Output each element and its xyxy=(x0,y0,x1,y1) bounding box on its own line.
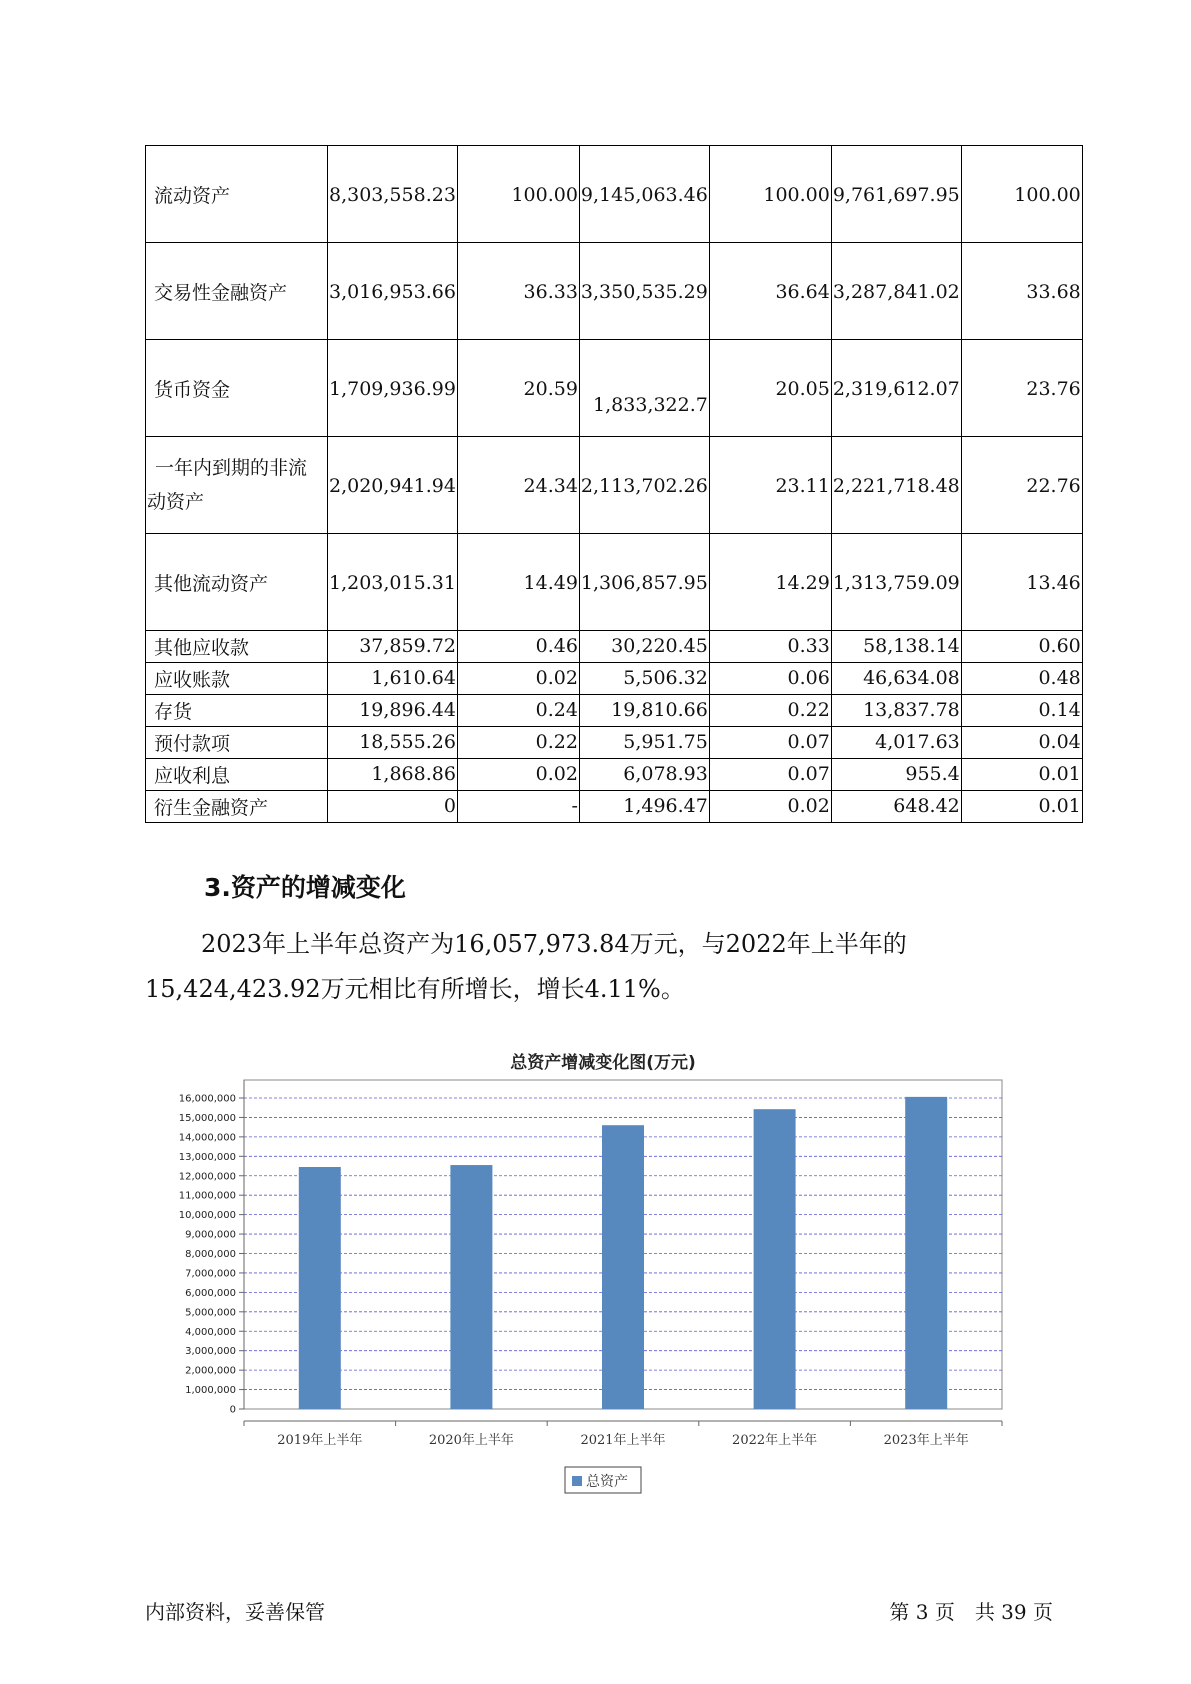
cell-value: 24.34 xyxy=(523,475,578,497)
y-tick-label: 5,000,000 xyxy=(185,1307,236,1319)
y-tick-label: 0 xyxy=(229,1404,236,1416)
x-tick-label: 2020年上半年 xyxy=(428,1433,514,1448)
cell-value: 3,287,841.02 xyxy=(832,281,960,303)
cell-value: 1,306,857.95 xyxy=(580,572,708,594)
cell-value: 14.29 xyxy=(775,572,830,594)
x-axis xyxy=(244,1421,1002,1448)
cell-value: 2,020,941.94 xyxy=(329,475,456,497)
cell-value: 2,113,702.26 xyxy=(580,475,708,497)
y-tick-label: 15,000,000 xyxy=(178,1112,236,1124)
y-tick-label: 2,000,000 xyxy=(185,1365,236,1377)
y-tick-label: 13,000,000 xyxy=(178,1151,236,1163)
row-label: 应收利息 xyxy=(146,759,328,791)
amount-cell: 0 xyxy=(328,791,458,823)
cell-value: 36.33 xyxy=(523,281,578,303)
row-label: 其他应收款 xyxy=(146,631,328,663)
row-label-line2: 动资产 xyxy=(147,491,205,513)
amount-cell: 5,951.75 xyxy=(579,727,709,759)
cell-value: 1,833,322.7 xyxy=(593,394,708,416)
x-tick-label: 2019年上半年 xyxy=(277,1433,363,1448)
cell-value: 3,016,953.66 xyxy=(329,281,456,303)
bar xyxy=(754,1109,796,1409)
y-tick-label: 4,000,000 xyxy=(185,1326,236,1338)
amount-cell: 1,868.86 xyxy=(328,759,458,791)
bar xyxy=(299,1167,341,1409)
row-label: 衍生金融资产 xyxy=(146,791,328,823)
footer-confidential-note: 内部资料，妥善保管 xyxy=(145,1600,325,1624)
bar xyxy=(905,1097,947,1409)
legend-label: 总资产 xyxy=(586,1474,628,1490)
cell-value: 20.59 xyxy=(523,378,578,400)
amount-cell: 58,138.14 xyxy=(831,631,961,663)
percent-cell: 0.02 xyxy=(457,663,579,695)
row-label: 其他流动资产 xyxy=(146,534,328,631)
cell-value: 1,709,936.99 xyxy=(329,378,456,400)
amount-cell: 4,017.63 xyxy=(831,727,961,759)
y-tick-label: 16,000,000 xyxy=(178,1093,236,1105)
y-tick-label: 10,000,000 xyxy=(178,1210,236,1222)
y-tick-label: 7,000,000 xyxy=(185,1268,236,1280)
amount-cell: 30,220.45 xyxy=(579,631,709,663)
cell-value: 2,221,718.48 xyxy=(832,475,960,497)
cell-value: 8,303,558.23 xyxy=(329,184,456,206)
row-label: 应收账款 xyxy=(146,663,328,695)
cell-value: 23.11 xyxy=(775,475,830,497)
section-heading: 3.资产的增减变化 xyxy=(204,873,406,902)
percent-cell: 0.01 xyxy=(961,791,1082,823)
amount-cell: 1,496.47 xyxy=(579,791,709,823)
bar xyxy=(602,1125,644,1409)
cell-value: 14.49 xyxy=(523,572,578,594)
cell-value: 1,313,759.09 xyxy=(832,572,960,594)
cell-value: 13.46 xyxy=(1026,572,1081,594)
amount-cell: 18,555.26 xyxy=(328,727,458,759)
row-label-line1: 一年内到期的非流 xyxy=(155,457,308,479)
legend-swatch xyxy=(572,1476,582,1486)
y-tick-label: 3,000,000 xyxy=(185,1346,236,1358)
amount-cell: 37,859.72 xyxy=(328,631,458,663)
legend xyxy=(565,1467,641,1493)
cell-value: 20.05 xyxy=(775,378,830,400)
cell-value: 100.00 xyxy=(1014,184,1081,206)
percent-cell: 0.22 xyxy=(457,727,579,759)
cell-value: 3,350,535.29 xyxy=(580,281,708,303)
amount-cell: 648.42 xyxy=(831,791,961,823)
row-label: 存货 xyxy=(146,695,328,727)
amount-cell: 6,078.93 xyxy=(579,759,709,791)
cell-value: 100.00 xyxy=(511,184,578,206)
percent-cell: 0.48 xyxy=(961,663,1082,695)
y-tick-label: 9,000,000 xyxy=(185,1229,236,1241)
bar xyxy=(450,1165,492,1409)
summary-paragraph: 2023年上半年总资产为16,057,973.84万元，与2022年上半年的15,424,423.92万元相比有所增长，增长4.11%。 xyxy=(145,930,907,1003)
cell-value: 22.76 xyxy=(1026,475,1081,497)
cell-value: 1,203,015.31 xyxy=(329,572,456,594)
row-label: 流动资产 xyxy=(146,146,328,243)
y-tick-label: 12,000,000 xyxy=(178,1171,236,1183)
amount-cell: 1,610.64 xyxy=(328,663,458,695)
cell-value: 2,319,612.07 xyxy=(832,378,960,400)
amount-cell: 13,837.78 xyxy=(831,695,961,727)
amount-cell: 19,810.66 xyxy=(579,695,709,727)
percent-cell: 0.04 xyxy=(961,727,1082,759)
percent-cell: 0.02 xyxy=(709,791,831,823)
y-tick-label: 8,000,000 xyxy=(185,1249,236,1260)
chart-title: 总资产增减变化图(万元) xyxy=(510,1053,696,1073)
row-label: 交易性金融资产 xyxy=(146,243,328,340)
y-tick-label: 6,000,000 xyxy=(185,1287,236,1299)
x-tick-label: 2023年上半年 xyxy=(883,1433,969,1448)
amount-cell: 19,896.44 xyxy=(328,695,458,727)
row-label: 货币资金 xyxy=(146,340,328,437)
cell-value: 23.76 xyxy=(1026,378,1081,400)
percent-cell: 0.24 xyxy=(457,695,579,727)
y-tick-label: 1,000,000 xyxy=(185,1385,236,1397)
percent-cell: 0.22 xyxy=(709,695,831,727)
x-tick-label: 2021年上半年 xyxy=(580,1433,666,1448)
x-tick-label: 2022年上半年 xyxy=(732,1433,818,1448)
y-tick-label: 11,000,000 xyxy=(178,1190,236,1202)
amount-cell: 5,506.32 xyxy=(579,663,709,695)
y-axis xyxy=(179,1080,244,1416)
percent-cell: 0.07 xyxy=(709,727,831,759)
percent-cell: 0.46 xyxy=(457,631,579,663)
footer-page-number: 第 3 页 共 39 页 xyxy=(889,1600,1053,1624)
percent-cell: 0.02 xyxy=(457,759,579,791)
cell-value: 9,145,063.46 xyxy=(580,184,708,206)
percent-cell: 0.06 xyxy=(709,663,831,695)
percent-cell: 0.01 xyxy=(961,759,1082,791)
cell-value: 36.64 xyxy=(775,281,830,303)
percent-cell: - xyxy=(457,791,579,823)
row-label: 预付款项 xyxy=(146,727,328,759)
cell-value: 33.68 xyxy=(1026,281,1081,303)
percent-cell: 0.33 xyxy=(709,631,831,663)
percent-cell: 0.07 xyxy=(709,759,831,791)
cell-value: 9,761,697.95 xyxy=(832,184,960,206)
y-tick-label: 14,000,000 xyxy=(178,1132,236,1144)
percent-cell: 0.60 xyxy=(961,631,1082,663)
amount-cell: 955.4 xyxy=(831,759,961,791)
cell-value: 100.00 xyxy=(763,184,830,206)
amount-cell: 46,634.08 xyxy=(831,663,961,695)
percent-cell: 0.14 xyxy=(961,695,1082,727)
